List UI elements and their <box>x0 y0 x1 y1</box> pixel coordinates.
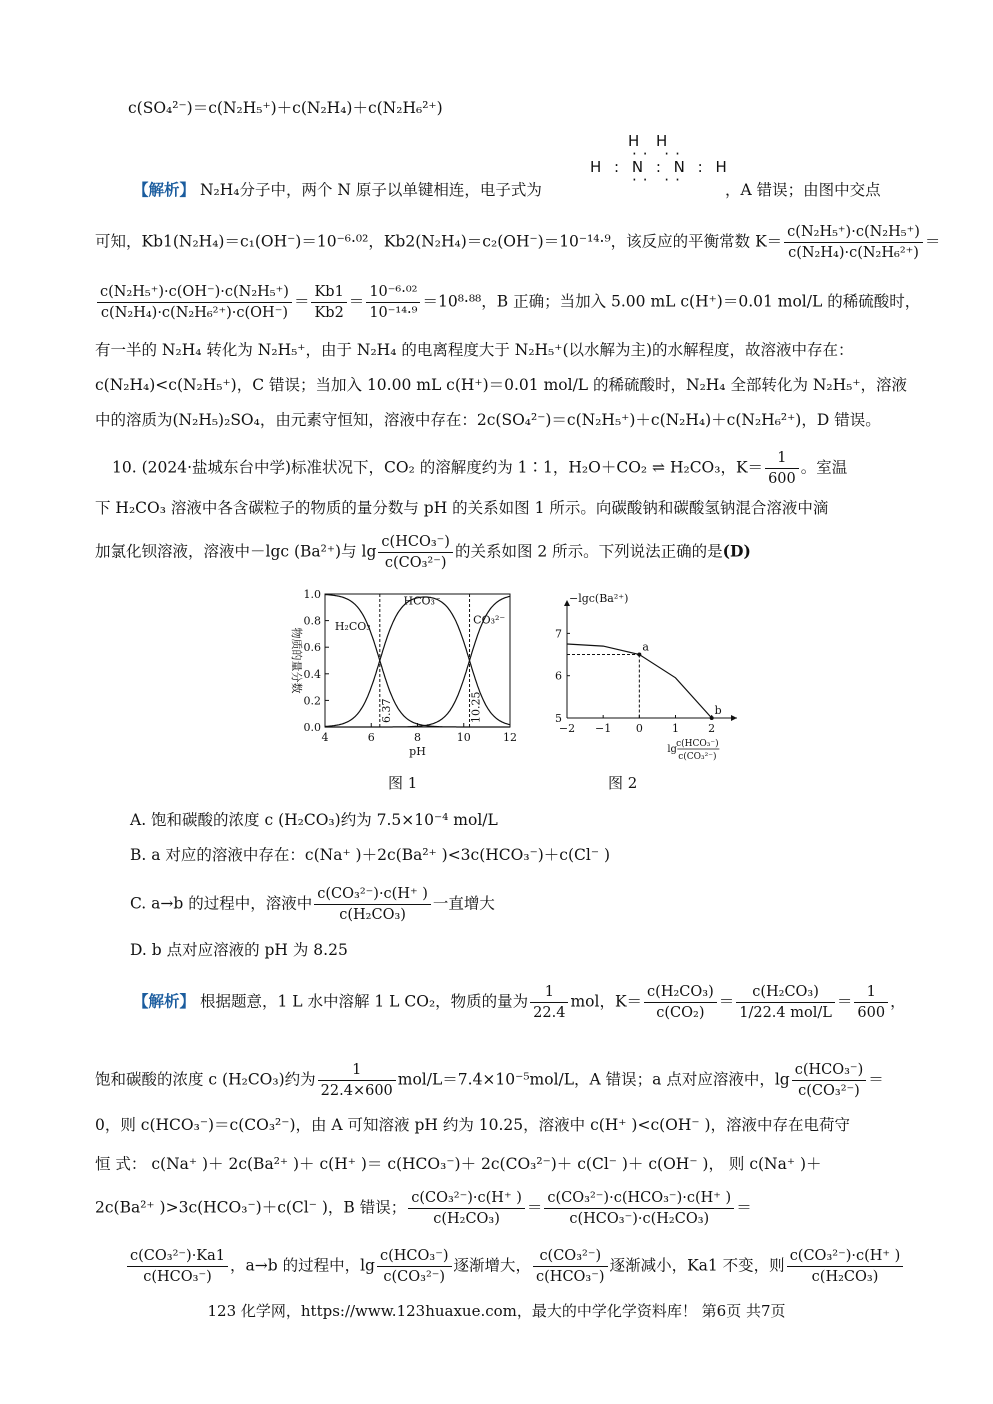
point-b <box>710 716 714 720</box>
figure-1-chart <box>265 580 525 770</box>
analysis2-line-6: $\frac{\text{c(CO₃²⁻)·Ka1}}{\text{c(HCO₃⁻)}}$ ，a→b 的过程中，lg $\frac{\text{c(HCO₃⁻)}}{\text{c(CO₃²⁻)}}$ 逐渐增大， $\frac{\text{c(CO₃²⁻)}}{\text{c(HCO₃⁻)}}$ 逐渐减小，Ka1 不变，则 $\frac{\text{c(CO₃²⁻)·c(H⁺ )}}{\text{c(H₂CO₃)}}$ <box>125 1246 905 1287</box>
x-tick-label: 10 <box>456 731 471 744</box>
y-tick-label: 7 <box>555 627 562 641</box>
k-sub-fraction: $\frac{\text{c(H₂CO₃)}}{\text{1/22.4 mol/L}}$ <box>736 982 835 1023</box>
x-axis-label: pH <box>409 745 426 758</box>
k-fraction: $\frac{\text{c(N₂H₅⁺)·c(N₂H₅⁺)}}{\text{c(N₂H₄)·c(N₂H₆²⁺)}}$ <box>784 222 923 263</box>
question-10-line-1: 10. (2024·盐城东台中学)标准状况下，CO₂ 的溶解度约为 1∶1，H₂O＋CO₂ ⇌ H₂CO₃，K＝ $\frac{1}{600}$ 。室温 <box>112 450 848 487</box>
analysis-line-2: 可知，Kb1(N₂H₄)＝c₁(OH⁻)＝10⁻⁶·⁰²，Kb2(N₂H₄)＝c₂(OH⁻)＝10⁻¹⁴·⁹，该反应的平衡常数 K＝ $\frac{\text{c(N₂H₅⁺)·c(N₂H₅⁺)}}{\text{c(N₂H₄)·c(N₂H₆²⁺)}}$ ＝ <box>95 224 941 261</box>
option-d: D. b 点对应溶液的 pH 为 8.25 <box>130 941 348 959</box>
lg-ratio-fraction: $\frac{\text{c(HCO₃⁻)}}{\text{c(CO₃²⁻)}}$ <box>792 1060 867 1101</box>
analysis-tag: 【解析】 <box>133 180 196 199</box>
x-tick-label: 4 <box>321 731 329 744</box>
x-tick-label: 2 <box>708 722 716 735</box>
analysis2-line-3: 0，则 c(HCO₃⁻)＝c(CO₃²⁻)，由 A 可知溶液 pH 约为 10.25，溶液中 c(H⁺ )<c(OH⁻ )，溶液中存在电荷守 <box>95 1116 851 1134</box>
x-tick-label: 6 <box>367 731 375 744</box>
analysis2-line-2: 饱和碳酸的浓度 c (H₂CO₃)约为 $\frac{1}{22.4\times 600}$ mol/L＝7.4×10⁻⁵mol/L，A 错误；a 点对应溶液中，lg $\frac{\text{c(HCO₃⁻)}}{\text{c(CO₃²⁻)}}$ ＝ <box>95 1062 884 1099</box>
option-c: C. a→b 的过程中，溶液中 $\frac{\text{c(CO₃²⁻)·c(H⁺ )}}{\text{c(H₂CO₃)}}$ 一直增大 <box>130 886 495 923</box>
y-tick-label: 6 <box>555 669 562 683</box>
series-label-1: HCO₃⁻ <box>403 594 441 608</box>
x-axis-label-den: c(CO₃²⁻) <box>678 752 717 762</box>
kb-text: 可知，Kb1(N₂H₄)＝c₁(OH⁻)＝10⁻⁶·⁰²，Kb2(N₂H₄)＝c₂(OH⁻)＝10⁻¹⁴·⁹，该反应的平衡常数 K＝ <box>95 232 783 251</box>
k-result-fraction: $\frac{1}{600}$ <box>854 982 888 1023</box>
pka-label: 10.25 <box>469 691 483 723</box>
x-tick-label: 12 <box>503 731 517 744</box>
y-tick-label: 0.4 <box>303 667 321 681</box>
question-10-line-3: 加氯化钡溶液，溶液中－lgc (Ba²⁺)与 lg $\frac{\text{c(HCO₃⁻)}}{\text{c(CO₃²⁻)}}$ 的关系如图 2 所示。下列说法正确的是(D) <box>95 534 751 571</box>
series-label-0: H₂CO₃ <box>334 619 371 633</box>
option-b: B. a 对应的溶液中存在：c(Na⁺ )＋2c(Ba²⁺ )<3c(HCO₃⁻)＋c(Cl⁻ ) <box>130 846 610 864</box>
analysis2-line-1: 【解析】 根据题意，1 L 水中溶解 1 L CO₂，物质的量为 $\frac{1}{22.4}$ mol，K＝ $\frac{\text{c(H₂CO₃)}}{\text{c(CO₂)}}$ ＝ $\frac{\text{c(H₂CO₃)}}{\text{1/22.4 mol/L}}$ ＝ $\frac{1}{600}$ ， <box>133 984 906 1021</box>
y-axis-label: −lgc(Ba²⁺) <box>569 592 629 605</box>
y-axis-label: 物质的量分数 <box>290 627 303 694</box>
x-tick-label: −1 <box>595 722 612 735</box>
option-c-fraction: $\frac{\text{c(CO₃²⁻)·c(H⁺ )}}{\text{c(H₂CO₃)}}$ <box>314 884 431 925</box>
figure-2-caption: 图 2 <box>608 774 638 792</box>
co3-hco3-fraction: $\frac{\text{c(CO₃²⁻)}}{\text{c(HCO₃⁻)}}$ <box>533 1246 608 1287</box>
y-tick-label: 0.0 <box>303 721 321 734</box>
option-a: A. 饱和碳酸的浓度 c (H₂CO₃)约为 7.5×10⁻⁴ mol/L <box>130 811 498 829</box>
y-tick-label: 0.6 <box>303 641 321 655</box>
series-label-2: CO₃²⁻ <box>473 613 506 627</box>
figure-1-caption: 图 1 <box>388 774 418 792</box>
k-600-fraction: $\frac{1}{600}$ <box>765 448 799 489</box>
power-fraction: $\frac{\text{10⁻⁶·⁰²}}{\text{10⁻¹⁴·⁹}}$ <box>366 282 420 323</box>
analysis2-line-5: 2c(Ba²⁺ )>3c(HCO₃⁻)＋c(Cl⁻ )，B 错误； $\frac{\text{c(CO₃²⁻)·c(H⁺ )}}{\text{c(H₂CO₃)}}$ ＝ $\frac{\text{c(CO₃²⁻)·c(HCO₃⁻)·c(H⁺ )}}{\text{c(HCO₃⁻)·c(H₂CO₃)}}$ ＝ <box>95 1190 752 1227</box>
x-tick-label: 0 <box>635 722 643 735</box>
k-h2co3-fraction: $\frac{\text{c(H₂CO₃)}}{\text{c(CO₂)}}$ <box>644 982 717 1023</box>
analysis-line-1 <box>133 178 542 202</box>
analysis-line-6: 中的溶质为(N₂H₅)₂SO₄，由元素守恒知，溶液中存在：2c(SO₄²⁻)＝c(N₂H₅⁺)＋c(N₂H₄)＋c(N₂H₆²⁺)，D 错误。 <box>95 411 881 429</box>
pka-label: 6.37 <box>379 698 393 723</box>
x-axis-label-prefix: lg <box>667 744 677 755</box>
lg-fraction-2: $\frac{\text{c(HCO₃⁻)}}{\text{c(CO₃²⁻)}}$ <box>377 1246 452 1287</box>
x-tick-label: 1 <box>672 722 680 735</box>
x-tick-label: 8 <box>414 731 421 744</box>
moles-fraction: $\frac{1}{22.4}$ <box>530 982 568 1023</box>
y-tick-label: 1.0 <box>303 588 321 601</box>
answer-label: (D) <box>722 541 751 561</box>
analysis-line-5: c(N₂H₄)<c(N₂H₅⁺)，C 错误；当加入 10.00 mL c(H⁺)＝0.01 mol/L 的稀硫酸时，N₂H₄ 全部转化为 N₂H₅⁺，溶液 <box>95 376 908 394</box>
page-footer: 123 化学网，https://www.123huaxue.com，最大的中学化学资料库！ 第6页 共7页 <box>207 1302 786 1320</box>
y-tick-label: 5 <box>555 712 562 725</box>
ratio-fraction-1: $\frac{\text{c(CO₃²⁻)·c(H⁺ )}}{\text{c(H₂CO₃)}}$ <box>408 1188 525 1229</box>
point-label-a: a <box>642 640 649 654</box>
k-expand-fraction: $\frac{\text{c(N₂H₅⁺)·c(OH⁻)·c(N₂H₅⁺)}}{\text{c(N₂H₄)·c(N₂H₆²⁺)·c(OH⁻)}}$ <box>97 282 292 323</box>
question-10-line-2: 下 H₂CO₃ 溶液中各含碳粒子的物质的量分数与 pH 的关系如图 1 所示。向碳酸钠和碳酸氢钠混合溶液中滴 <box>95 499 829 517</box>
analysis-text: N₂H₄分子中，两个 N 原子以单键相连，电子式为 <box>195 181 542 199</box>
point-label-b: b <box>714 704 722 717</box>
electron-formula: H H ·· ·· H : N : N : H ·· ·· <box>590 132 731 189</box>
analysis-line-4: 有一半的 N₂H₄ 转化为 N₂H₅⁺，由于 N₂H₄ 的电离程度大于 N₂H₅⁺(以水解为主)的水解程度，故溶液中存在： <box>95 341 854 359</box>
y-tick-label: 0.2 <box>303 694 321 708</box>
ratio-fraction-2: $\frac{\text{c(CO₃²⁻)·c(HCO₃⁻)·c(H⁺ )}}{\text{c(HCO₃⁻)·c(H₂CO₃)}}$ <box>544 1188 734 1229</box>
final-fraction: $\frac{\text{c(CO₃²⁻)·c(H⁺ )}}{\text{c(H₂CO₃)}}$ <box>787 1246 904 1287</box>
analysis-tag-2: 【解析】 <box>133 991 196 1011</box>
ka1-fraction: $\frac{\text{c(CO₃²⁻)·Ka1}}{\text{c(HCO₃⁻)}}$ <box>127 1246 228 1287</box>
x-axis-arrow <box>731 715 737 721</box>
conc-fraction: $\frac{1}{22.4\times 600}$ <box>318 1060 396 1101</box>
analysis-line-3: $\frac{\text{c(N₂H₅⁺)·c(OH⁻)·c(N₂H₅⁺)}}{\text{c(N₂H₄)·c(N₂H₆²⁺)·c(OH⁻)}}$ ＝ $\frac{Kb1}{Kb2}$ ＝ $\frac{\text{10⁻⁶·⁰²}}{\text{10⁻¹⁴·⁹}}$ ＝10⁸·⁸⁸，B 正确；当加入 5.00 mL c(H⁺)＝0.01 mol/L 的稀硫酸时， <box>95 282 920 323</box>
y-tick-label: 0.8 <box>303 614 321 628</box>
analysis2-line-4: 恒 式： c(Na⁺ )＋ 2c(Ba²⁺ )＋ c(H⁺ )＝ c(HCO₃⁻)＋ 2c(CO₃²⁻)＋ c(Cl⁻ )＋ c(OH⁻ )， 则 c(Na⁺ )＋ <box>95 1155 822 1173</box>
lg-fraction: $\frac{\text{c(HCO₃⁻)}}{\text{c(CO₃²⁻)}}$ <box>378 532 453 573</box>
analysis-line-1b: ，A 错误；由图中交点 <box>725 181 881 199</box>
x-tick-label: −2 <box>558 722 576 735</box>
formula-line: c(SO₄²⁻)＝c(N₂H₅⁺)＋c(N₂H₄)＋c(N₂H₆²⁺) <box>128 99 443 117</box>
figure-2-chart <box>545 590 765 770</box>
x-axis-label-num: c(HCO₃⁻) <box>676 739 719 749</box>
kb-ratio-fraction: $\frac{Kb1}{Kb2}$ <box>311 282 346 323</box>
